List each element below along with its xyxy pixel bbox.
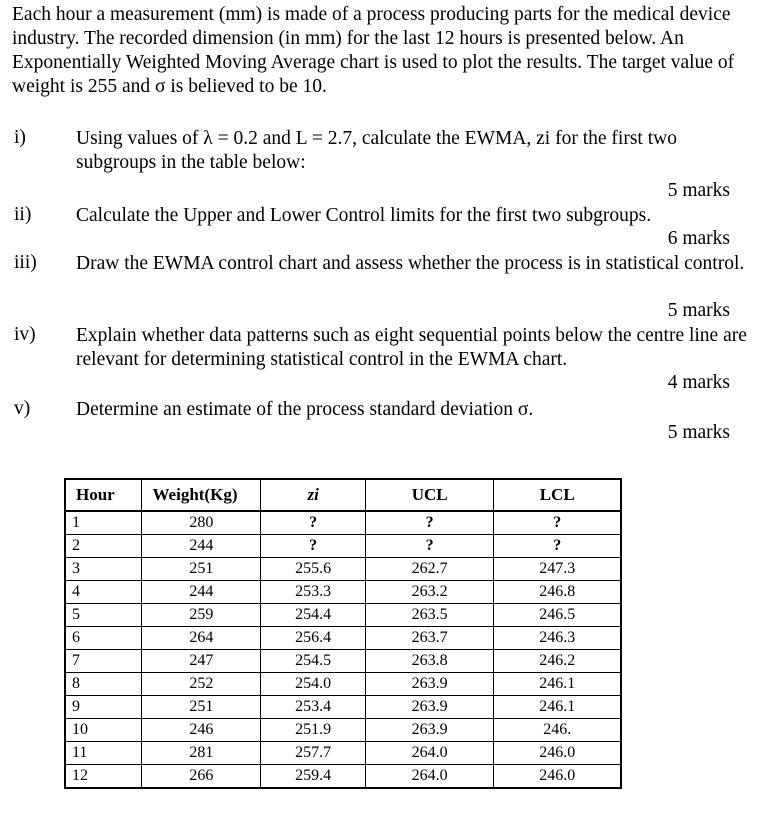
- lcl-cell: 247.3: [494, 558, 621, 581]
- ucl-cell: 262.7: [365, 558, 493, 581]
- zi-cell: 254.4: [261, 604, 366, 627]
- lcl-cell: 246.3: [494, 627, 621, 650]
- hour-cell: 7: [65, 650, 142, 673]
- lcl-cell: 246.2: [494, 650, 621, 673]
- weight-cell: 281: [142, 742, 261, 765]
- hour-cell: 4: [65, 581, 142, 604]
- question-text: Calculate the Upper and Lower Control limits for the first two subgroups.: [76, 205, 652, 226]
- question-text: Draw the EWMA control chart and assess whether the process is in statistical control.: [76, 253, 745, 274]
- question-number: ii): [14, 204, 32, 225]
- table-row: [65, 558, 621, 581]
- ucl-cell: ?: [365, 511, 493, 535]
- weight-cell: 280: [142, 511, 261, 535]
- question-number: v): [14, 398, 31, 419]
- lcl-cell: 246.8: [494, 581, 621, 604]
- hour-cell: 2: [65, 535, 142, 558]
- ucl-cell: 264.0: [365, 742, 493, 765]
- weight-cell: 251: [142, 696, 261, 719]
- table-row: [65, 696, 621, 719]
- weight-cell: 247: [142, 650, 261, 673]
- hour-cell: 11: [65, 742, 142, 765]
- header-weight: Weight(Kg): [142, 479, 261, 511]
- zi-cell: 255.6: [261, 558, 366, 581]
- lcl-cell: ?: [494, 511, 621, 535]
- zi-cell: 254.0: [261, 673, 366, 696]
- table-header-row: [65, 479, 621, 511]
- table-row: [65, 581, 621, 604]
- lcl-cell: 246.: [494, 719, 621, 742]
- ucl-cell: 264.0: [365, 765, 493, 789]
- question-marks: 5 marks: [667, 180, 730, 201]
- ucl-cell: ?: [365, 535, 493, 558]
- ucl-cell: 263.9: [365, 719, 493, 742]
- question-number: i): [14, 127, 26, 148]
- weight-cell: 264: [142, 627, 261, 650]
- lcl-cell: 246.0: [494, 765, 621, 789]
- zi-cell: 256.4: [261, 627, 366, 650]
- hour-cell: 5: [65, 604, 142, 627]
- question-text: Using values of λ = 0.2 and L = 2.7, calculate the EWMA, zi for the first two subgroups in the table below:: [76, 128, 677, 173]
- ucl-cell: 263.9: [365, 673, 493, 696]
- question-marks: 6 marks: [667, 228, 730, 249]
- header-lcl: LCL: [494, 479, 621, 511]
- ucl-cell: 263.8: [365, 650, 493, 673]
- ucl-cell: 263.5: [365, 604, 493, 627]
- weight-cell: 251: [142, 558, 261, 581]
- weight-cell: 266: [142, 765, 261, 789]
- table-row: [65, 627, 621, 650]
- question-marks: 4 marks: [667, 372, 730, 393]
- question-number: iv): [14, 324, 36, 345]
- intro-paragraph: Each hour a measurement (mm) is made of a process producing parts for the medical device industry. The recorded dimension (in mm) for the last 12 hours is presented below. An Exponentially Weighted Moving Average chart is used to plot the results. The target value of weight is 255 and σ is believed to be 10.: [12, 4, 735, 97]
- header-hour: Hour: [65, 479, 142, 511]
- zi-cell: 251.9: [261, 719, 366, 742]
- zi-cell: ?: [261, 535, 366, 558]
- weight-cell: 259: [142, 604, 261, 627]
- weight-cell: 252: [142, 673, 261, 696]
- ewma-data-table: [64, 478, 622, 789]
- ucl-cell: 263.2: [365, 581, 493, 604]
- zi-cell: 257.7: [261, 742, 366, 765]
- hour-cell: 8: [65, 673, 142, 696]
- table-row: [65, 511, 621, 535]
- hour-cell: 10: [65, 719, 142, 742]
- table-row: [65, 765, 621, 789]
- hour-cell: 12: [65, 765, 142, 789]
- zi-cell: ?: [261, 511, 366, 535]
- weight-cell: 244: [142, 535, 261, 558]
- table-row: [65, 535, 621, 558]
- table-row: [65, 719, 621, 742]
- header-zi: zi: [261, 479, 366, 511]
- zi-cell: 254.5: [261, 650, 366, 673]
- table-row: [65, 742, 621, 765]
- weight-cell: 246: [142, 719, 261, 742]
- hour-cell: 1: [65, 511, 142, 535]
- lcl-cell: 246.0: [494, 742, 621, 765]
- header-ucl: UCL: [365, 479, 493, 511]
- lcl-cell: 246.1: [494, 673, 621, 696]
- zi-cell: 253.3: [261, 581, 366, 604]
- hour-cell: 3: [65, 558, 142, 581]
- hour-cell: 9: [65, 696, 142, 719]
- ucl-cell: 263.9: [365, 696, 493, 719]
- table-row: [65, 604, 621, 627]
- table-row: [65, 650, 621, 673]
- lcl-cell: 246.1: [494, 696, 621, 719]
- question-text: Determine an estimate of the process standard deviation σ.: [76, 399, 534, 420]
- question-marks: 5 marks: [667, 422, 730, 443]
- zi-cell: 253.4: [261, 696, 366, 719]
- lcl-cell: ?: [494, 535, 621, 558]
- question-number: iii): [14, 252, 37, 273]
- question-text: Explain whether data patterns such as eight sequential points below the centre line are relevant for determining statistical control in the EWMA chart.: [76, 325, 747, 370]
- lcl-cell: 246.5: [494, 604, 621, 627]
- weight-cell: 244: [142, 581, 261, 604]
- ucl-cell: 263.7: [365, 627, 493, 650]
- hour-cell: 6: [65, 627, 142, 650]
- table-row: [65, 673, 621, 696]
- zi-cell: 259.4: [261, 765, 366, 789]
- question-marks: 5 marks: [667, 300, 730, 321]
